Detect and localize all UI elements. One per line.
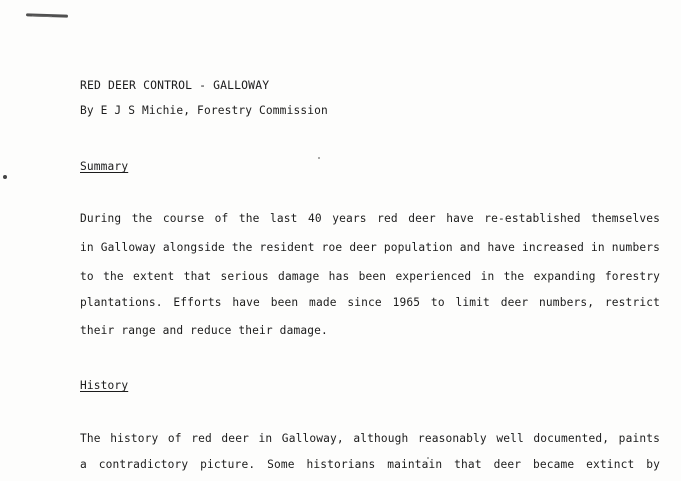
document-byline: By E J S Michie, Forestry Commission <box>80 104 328 117</box>
history-line: a contradictory picture. Some historians maintain that deer became extinct by <box>80 458 660 471</box>
summary-line: to the extent that serious damage has been experienced in the expanding forestry <box>80 270 660 283</box>
history-line: The history of red deer in Galloway, although reasonably well documented, paints <box>80 432 660 445</box>
summary-line: in Galloway alongside the resident roe deer population and have increased in numbers <box>80 241 660 254</box>
summary-line: their range and reduce their damage. <box>80 324 328 337</box>
paper-scratch-mark <box>26 13 68 17</box>
section-heading-history: History <box>80 379 129 392</box>
document-title: RED DEER CONTROL - GALLOWAY <box>80 78 270 92</box>
paper-speck <box>3 175 7 179</box>
paper-speck <box>318 157 320 159</box>
summary-line: During the course of the last 40 years red deer have re-established themselves <box>80 212 660 225</box>
section-heading-summary: Summary <box>80 160 129 173</box>
summary-line: plantations. Efforts have been made since 1965 to limit deer numbers, restrict <box>80 296 660 309</box>
